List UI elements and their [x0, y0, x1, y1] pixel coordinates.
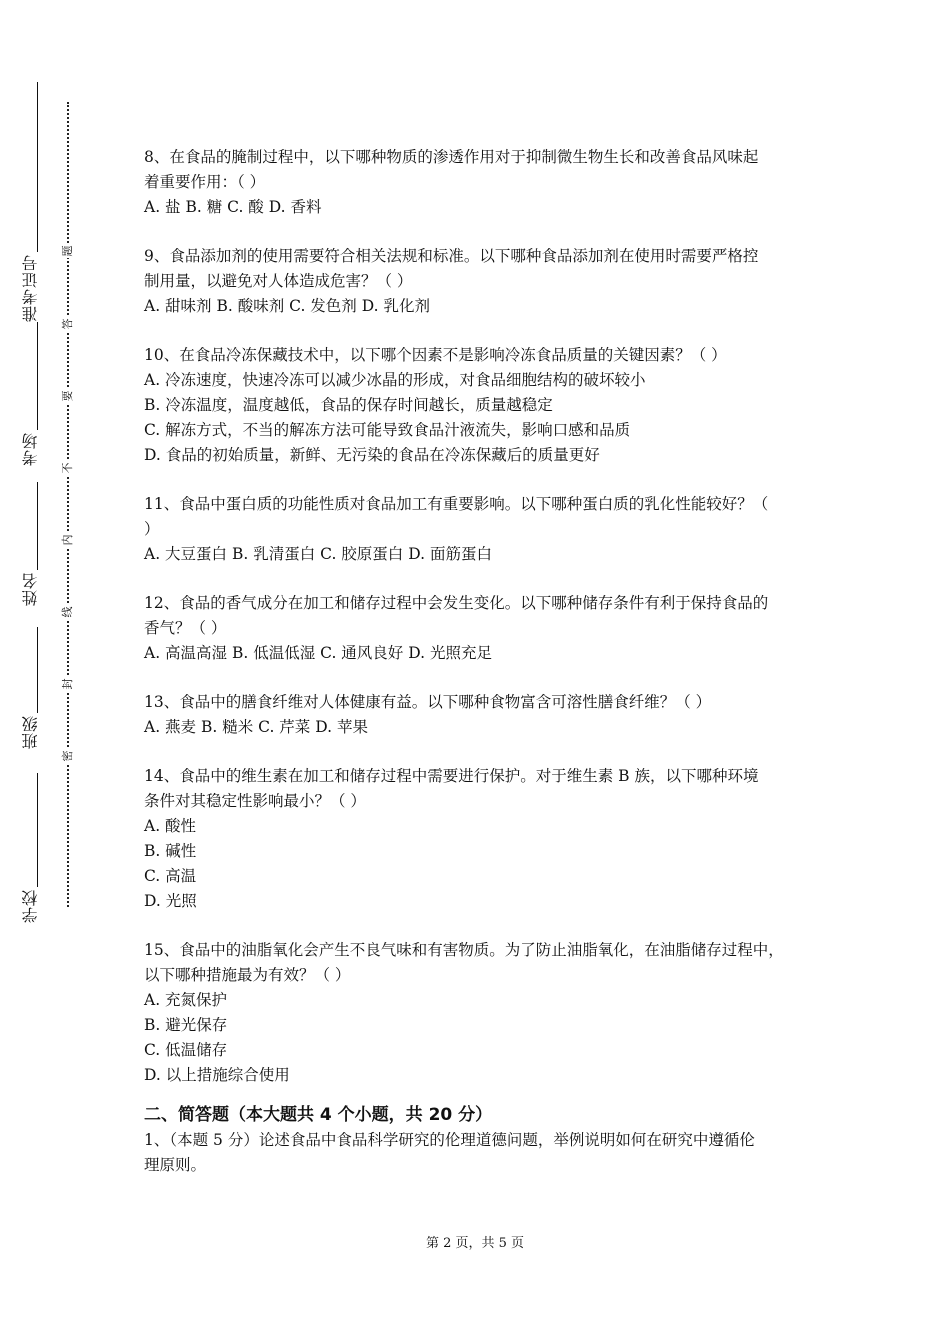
exam-room-label: 考场	[21, 432, 40, 466]
question-options: A. 盐 B. 糖 C. 酸 D. 香料	[144, 198, 322, 216]
question-stem: 制用量，以避免对人体造成危害？（ ）	[144, 272, 413, 290]
question-stem: 香气？（ ）	[144, 619, 227, 637]
seal-char: 要	[61, 390, 74, 402]
question-stem: 15、食品中的油脂氧化会产生不良气味和有害物质。为了防止油脂氧化，在油脂储存过程中，	[144, 941, 784, 959]
seal-char: 不	[61, 462, 74, 474]
question-option: A. 冷冻速度，快速冷冻可以减少冰晶的形成，对食品细胞结构的破坏较小	[144, 371, 646, 389]
seal-char: 题	[61, 245, 74, 257]
school-line	[37, 773, 38, 887]
question-option: C. 高温	[144, 867, 197, 885]
question-option: D. 光照	[144, 892, 197, 910]
question-stem: 条件对其稳定性影响最小？（ ）	[144, 792, 366, 810]
question-11	[144, 492, 824, 567]
question-stem: 11、食品中蛋白质的功能性质对食品加工有重要影响。以下哪种蛋白质的乳化性能较好？（	[144, 495, 769, 513]
question-option: C. 解冻方式，不当的解冻方法可能导致食品汁液流失，影响口感和品质	[144, 421, 631, 439]
question-stem: ）	[144, 520, 160, 538]
question-13	[144, 690, 824, 740]
question-8	[144, 145, 824, 220]
question-stem: 10、在食品冷冻保藏技术中，以下哪个因素不是影响冷冻食品质量的关键因素？（ ）	[144, 346, 727, 364]
question-option: B. 避光保存	[144, 1016, 228, 1034]
short-answer-question: 1、（本题 5 分）论述食品中食品科学研究的伦理道德问题，举例说明如何在研究中遵循伦	[144, 1131, 755, 1149]
class-label: 班级	[21, 715, 40, 749]
seal-char: 答	[61, 318, 74, 330]
question-14	[144, 764, 824, 914]
seal-char: 线	[61, 606, 74, 618]
class-line	[37, 627, 38, 713]
seal-char: 密	[61, 750, 74, 762]
page-footer: 第 2 页，共 5 页	[425, 1236, 525, 1251]
name-label: 姓名	[21, 572, 40, 606]
question-15	[144, 938, 824, 1088]
short-answer-section	[144, 1102, 824, 1178]
question-9	[144, 244, 824, 319]
question-stem: 13、食品中的膳食纤维对人体健康有益。以下哪种食物富含可溶性膳食纤维？（ ）	[144, 693, 712, 711]
question-stem: 8、在食品的腌制过程中，以下哪种物质的渗透作用对于抑制微生物生长和改善食品风味起	[144, 148, 759, 166]
question-stem: 12、食品的香气成分在加工和储存过程中会发生变化。以下哪种储存条件有利于保持食品的	[144, 594, 769, 612]
question-stem: 着重要作用：（ ）	[144, 173, 266, 191]
exam-number-line	[37, 82, 38, 252]
exam-room-line	[37, 322, 38, 430]
question-10	[144, 343, 824, 468]
school-label: 学校	[21, 889, 40, 923]
question-options: A. 甜味剂 B. 酸味剂 C. 发色剂 D. 乳化剂	[144, 297, 430, 315]
question-stem: 14、食品中的维生素在加工和储存过程中需要进行保护。对于维生素 B 族，以下哪种环境	[144, 767, 759, 785]
question-option: B. 冷冻温度，温度越低，食品的保存时间越长，质量越稳定	[144, 396, 553, 414]
name-line	[37, 482, 38, 570]
question-options: A. 高温高湿 B. 低温低湿 C. 通风良好 D. 光照充足	[144, 644, 492, 662]
seal-char: 封	[61, 678, 74, 690]
seal-char: 内	[61, 534, 74, 546]
question-12	[144, 591, 824, 666]
question-options: A. 大豆蛋白 B. 乳清蛋白 C. 胶原蛋白 D. 面筋蛋白	[144, 545, 492, 563]
question-option: D. 以上措施综合使用	[144, 1066, 290, 1084]
exam-content	[144, 145, 824, 1178]
question-option: C. 低温储存	[144, 1041, 228, 1059]
seal-dotted-line	[67, 102, 69, 907]
question-option: D. 食品的初始质量，新鲜、无污染的食品在冷冻保藏后的质量更好	[144, 446, 600, 464]
question-option: A. 酸性	[144, 817, 197, 835]
question-options: A. 燕麦 B. 糙米 C. 芹菜 D. 苹果	[144, 718, 368, 736]
question-option: A. 充氮保护	[144, 991, 228, 1009]
short-answer-question: 理原则。	[144, 1156, 207, 1174]
question-stem: 以下哪种措施最为有效？（ ）	[144, 966, 351, 984]
exam-number-label: 准考证号	[21, 254, 40, 322]
question-option: B. 碱性	[144, 842, 197, 860]
section-title: 二、简答题（本大题共 4 个小题，共 20 分）	[144, 1105, 493, 1125]
question-stem: 9、食品添加剂的使用需要符合相关法规和标准。以下哪种食品添加剂在使用时需要严格控	[144, 247, 759, 265]
